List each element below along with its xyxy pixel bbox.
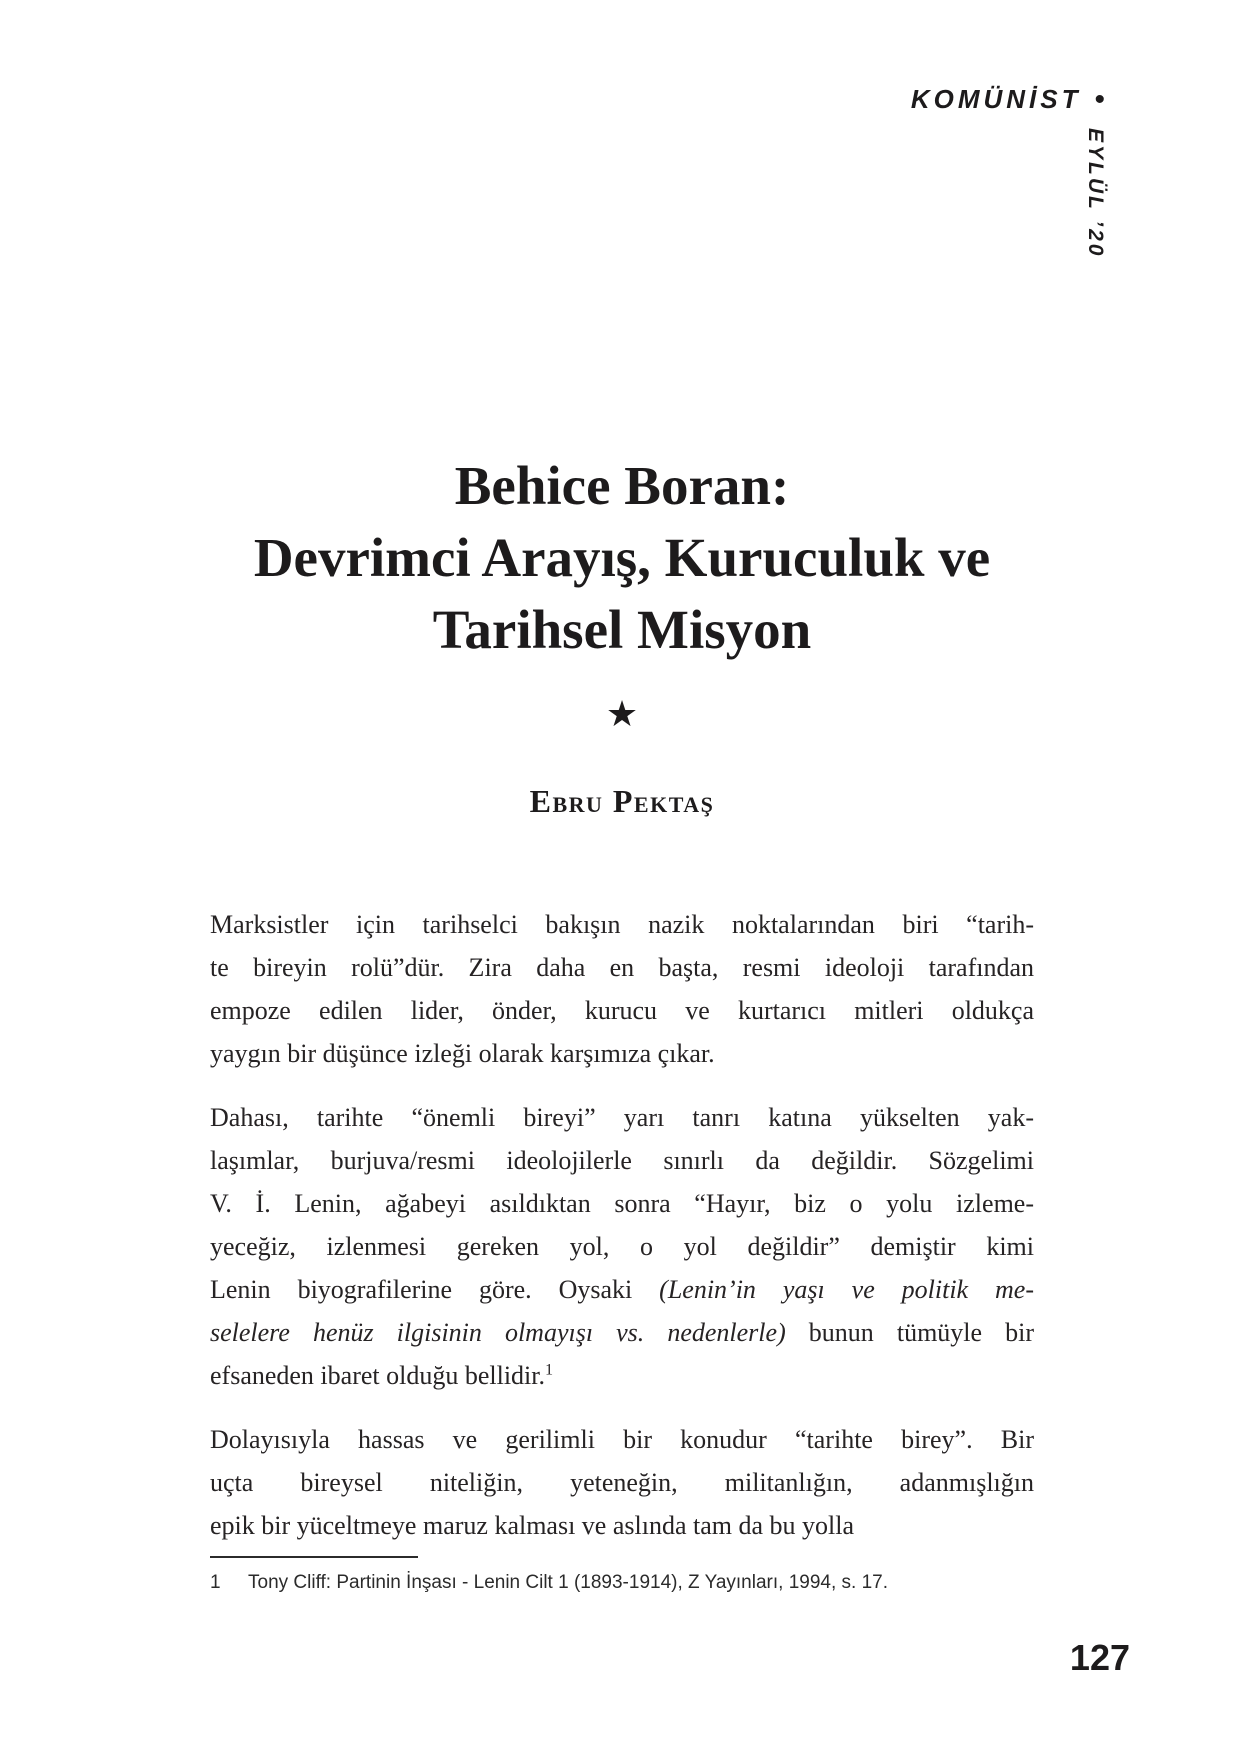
- body-line: [210, 1504, 1034, 1547]
- article-body: [210, 903, 1034, 1568]
- text-run: yeceğiz, izlenmesi gereken yol, o yol değildir” demiştir kimi: [210, 1232, 1034, 1261]
- footnote: [210, 1570, 1034, 1596]
- footnote-rule: [210, 1556, 418, 1558]
- text-run: V. İ. Lenin, ağabeyi asıldıktan sonra “Hayır, biz o yolu izleme-: [210, 1189, 1034, 1218]
- text-run: yaygın bir düşünce izleği olarak karşımıza çıkar.: [210, 1039, 715, 1068]
- text-run: efsaneden ibaret olduğu bellidir.: [210, 1361, 546, 1390]
- issue-date: EYLÜL ’20: [1084, 128, 1107, 259]
- body-line: [210, 1032, 1034, 1075]
- article-title-line: Devrimci Arayış, Kuruculuk ve: [253, 527, 991, 588]
- footnote-reference: 1: [545, 1361, 554, 1379]
- body-line: [210, 1096, 1034, 1139]
- body-line: [210, 1225, 1034, 1268]
- star-icon: ★: [605, 694, 639, 734]
- text-run: laşımlar, burjuva/resmi ideolojilerle sınırlı da değildir. Sözgelimi: [210, 1146, 1034, 1175]
- text-run: uçta bireysel niteliğin, yeteneğin, militanlığın, adanmışlığın: [210, 1468, 1034, 1497]
- footnote-number: 1: [210, 1572, 221, 1593]
- masthead: [911, 84, 1105, 115]
- footnote-text: Tony Cliff: Partinin İnşası - Lenin Cilt 1 (1893-1914), Z Yayınları, 1994, s. 17.: [248, 1572, 888, 1593]
- text-run: Lenin biyografilerine göre. Oysaki: [210, 1275, 660, 1304]
- body-line: [210, 1182, 1034, 1225]
- body-line: [210, 903, 1034, 946]
- magazine-title: KOMÜNİST: [910, 84, 1082, 114]
- article-title-line: Tarihsel Misyon: [432, 599, 812, 660]
- text-run: selelere henüz ilgisinin olmayışı vs. nedenlerle): [210, 1318, 786, 1347]
- body-line: [210, 1268, 1034, 1311]
- text-run: te bireyin rolü”dür. Zira daha en başta, resmi ideoloji tarafından: [210, 953, 1034, 982]
- text-run: empoze edilen lider, önder, kurucu ve kurtarıcı mitleri oldukça: [210, 996, 1034, 1025]
- text-run: bunun tümüyle bir: [785, 1318, 1035, 1347]
- text-run: Dahası, tarihte “önemli bireyi” yarı tanrı katına yükselten yak-: [210, 1103, 1034, 1132]
- text-run: Marksistler için tarihselci bakışın nazik noktalarından biri “tarih-: [210, 910, 1034, 939]
- body-line: [210, 1139, 1034, 1182]
- article-title-line: Behice Boran:: [454, 455, 790, 516]
- paragraph: [210, 1096, 1034, 1397]
- article-title: [210, 450, 1034, 666]
- author-name: Ebru Pektaş: [529, 783, 715, 819]
- body-line: [210, 1418, 1034, 1461]
- text-run: Dolayısıyla hassas ve gerilimli bir konudur “tarihte birey”. Bir: [210, 1425, 1034, 1454]
- body-line: [210, 989, 1034, 1032]
- body-line: [210, 1311, 1034, 1354]
- body-line: [210, 1461, 1034, 1504]
- masthead-bullet-icon: •: [1094, 82, 1105, 116]
- paragraph: [210, 903, 1034, 1075]
- text-run: (Lenin’in yaşı ve politik me-: [659, 1275, 1034, 1304]
- text-run: epik bir yüceltmeye maruz kalması ve aslında tam da bu yolla: [210, 1511, 855, 1540]
- body-line: [210, 1354, 1034, 1397]
- body-line: [210, 946, 1034, 989]
- page-number: 127: [1069, 1637, 1130, 1678]
- paragraph: [210, 1418, 1034, 1547]
